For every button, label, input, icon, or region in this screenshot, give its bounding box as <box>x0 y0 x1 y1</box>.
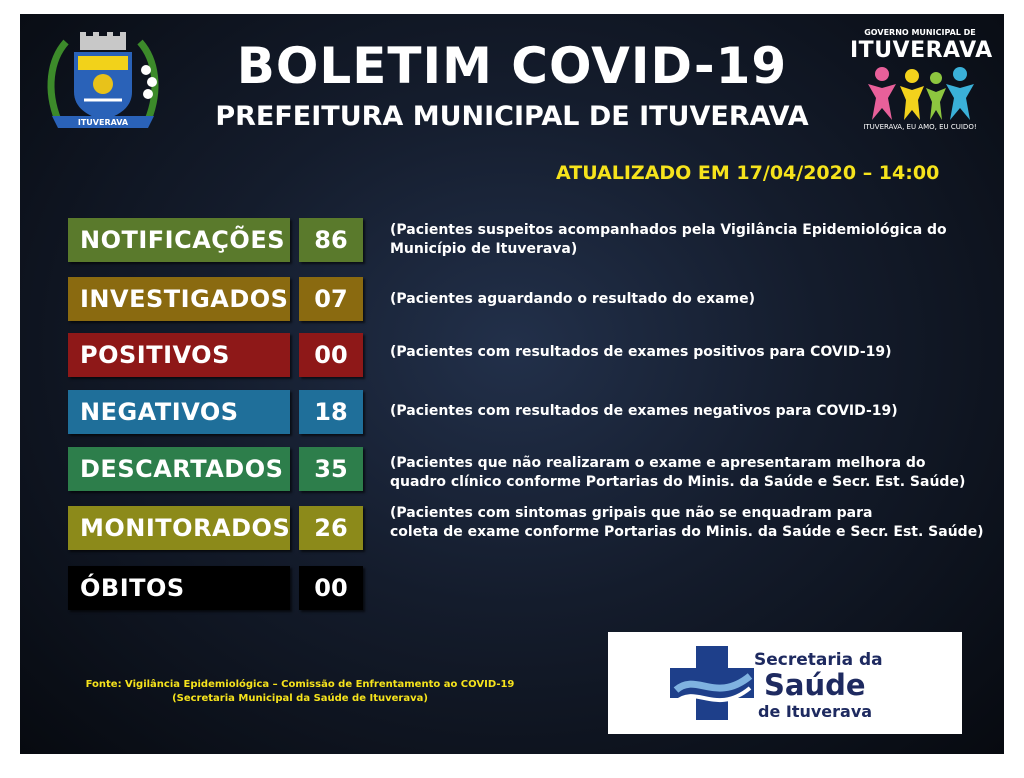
value-descartados: 35 <box>299 447 363 491</box>
desc-investigados <box>390 290 990 309</box>
desc-positivos-line1: (Pacientes com resultados de exames positivos para COVID-19) <box>390 344 892 360</box>
desc-notificacoes <box>390 221 990 259</box>
desc-monitorados <box>390 504 990 542</box>
desc-descartados-line2: quadro clínico conforme Portarias do Minis. da Saúde e Secr. Est. Saúde) <box>390 474 966 490</box>
desc-notificacoes-line1: (Pacientes suspeitos acompanhados pela Vigilância Epidemiológica do <box>390 222 947 238</box>
source-note-line1: Fonte: Vigilância Epidemiológica – Comissão de Enfrentamento ao COVID-19 <box>85 679 515 690</box>
value-positivos: 00 <box>299 333 363 377</box>
updated-timestamp: ATUALIZADO EM 17/04/2020 – 14:00 <box>556 162 940 184</box>
desc-investigados-line1: (Pacientes aguardando o resultado do exame) <box>390 291 756 307</box>
desc-notificacoes-line2: Município de Ituverava) <box>390 241 578 257</box>
label-notificacoes: NOTIFICAÇÕES <box>68 218 290 262</box>
gov-logo-slogan: ITUVERAVA, EU AMO, EU CUIDO! <box>863 123 977 131</box>
source-note-line2: (Secretaria Municipal da Saúde de Ituverava) <box>172 693 428 704</box>
desc-negativos <box>390 402 990 421</box>
value-notificacoes: 86 <box>299 218 363 262</box>
secretaria-line3: de Ituverava <box>758 702 873 721</box>
gov-logo-top-text: GOVERNO MUNICIPAL DE <box>864 28 976 37</box>
value-negativos: 18 <box>299 390 363 434</box>
value-monitorados: 26 <box>299 506 363 550</box>
page-subtitle: PREFEITURA MUNICIPAL DE ITUVERAVA <box>215 101 809 132</box>
desc-positivos <box>390 343 990 362</box>
gov-logo-name: ITUVERAVA <box>850 38 993 63</box>
label-investigados: INVESTIGADOS <box>68 277 290 321</box>
health-cross-icon <box>666 642 758 724</box>
desc-descartados-line1: (Pacientes que não realizaram o exame e apresentaram melhora do <box>390 455 926 471</box>
secretaria-line1: Secretaria da <box>754 650 883 670</box>
source-note <box>50 678 550 706</box>
government-logo <box>850 28 993 138</box>
label-descartados: DESCARTADOS <box>68 447 290 491</box>
value-investigados: 07 <box>299 277 363 321</box>
desc-monitorados-line1: (Pacientes com sintomas gripais que não se enquadram para <box>390 505 873 521</box>
desc-negativos-line1: (Pacientes com resultados de exames negativos para COVID-19) <box>390 403 898 419</box>
people-figures-icon <box>860 64 980 122</box>
page-title: BOLETIM COVID-19 <box>236 37 788 95</box>
label-positivos: POSITIVOS <box>68 333 290 377</box>
secretaria-saude-logo <box>608 632 962 734</box>
crest-ribbon-text: ITUVERAVA <box>77 118 129 127</box>
label-monitorados: MONITORADOS <box>68 506 290 550</box>
desc-descartados <box>390 454 990 492</box>
label-negativos: NEGATIVOS <box>68 390 290 434</box>
secretaria-line2: Saúde <box>764 668 866 702</box>
desc-monitorados-line2: coleta de exame conforme Portarias do Minis. da Saúde e Secr. Est. Saúde) <box>390 524 984 540</box>
value-obitos: 00 <box>299 566 363 610</box>
label-obitos: ÓBITOS <box>68 566 290 610</box>
